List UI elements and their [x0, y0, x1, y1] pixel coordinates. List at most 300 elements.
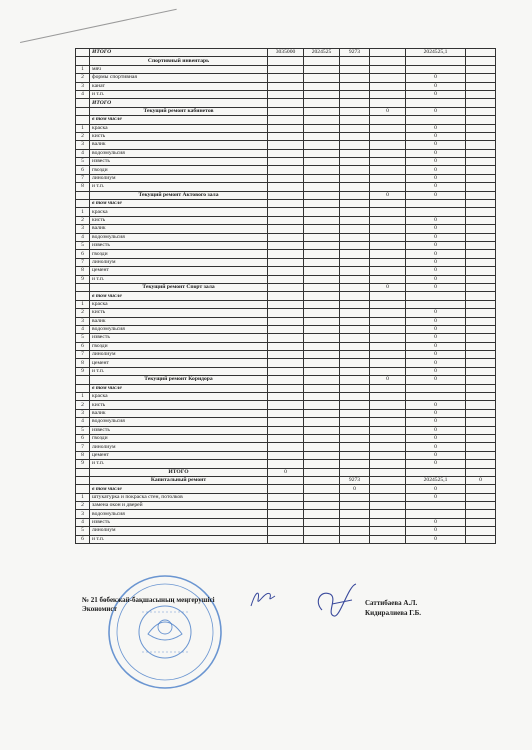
value-cell: 0: [370, 191, 406, 199]
value-cell: [268, 510, 304, 518]
value-cell: [304, 334, 340, 342]
value-cell: [340, 434, 370, 442]
value-cell: 0: [406, 225, 466, 233]
value-cell: [304, 158, 340, 166]
row-number: 1: [76, 65, 90, 73]
row-label: Спортивный инвентарь: [90, 57, 268, 65]
value-cell: [370, 132, 406, 140]
signature-block: [0, 580, 532, 750]
value-cell: [304, 468, 340, 476]
value-cell: [466, 468, 496, 476]
value-cell: [340, 393, 370, 401]
row-number: 7: [76, 174, 90, 182]
org-line-director: № 21 бөбекжай-бақшасының меңгерушісі: [82, 596, 215, 604]
value-cell: [304, 510, 340, 518]
value-cell: [406, 510, 466, 518]
value-cell: [304, 124, 340, 132]
value-cell: [340, 208, 370, 216]
row-label: водоэмульсия: [90, 149, 268, 157]
row-number: 3: [76, 317, 90, 325]
value-cell: [466, 49, 496, 57]
value-cell: 0: [406, 158, 466, 166]
item-row: [76, 216, 496, 224]
row-label: канат: [90, 82, 268, 90]
value-cell: [466, 183, 496, 191]
value-cell: [340, 334, 370, 342]
item-row: [76, 233, 496, 241]
item-row: [76, 359, 496, 367]
value-cell: [340, 65, 370, 73]
value-cell: 0: [406, 367, 466, 375]
item-row: [76, 124, 496, 132]
value-cell: [268, 107, 304, 115]
value-cell: [340, 342, 370, 350]
value-cell: [466, 132, 496, 140]
row-label: Текущий ремонт Спорт зала: [90, 283, 268, 291]
value-cell: [304, 401, 340, 409]
value-cell: [370, 535, 406, 543]
value-cell: [340, 359, 370, 367]
value-cell: [370, 334, 406, 342]
row-label: в том числе: [90, 384, 268, 392]
value-cell: [370, 183, 406, 191]
item-row: [76, 174, 496, 182]
value-cell: [466, 325, 496, 333]
value-cell: 0: [406, 460, 466, 468]
value-cell: [340, 468, 370, 476]
value-cell: [268, 233, 304, 241]
value-cell: [268, 443, 304, 451]
value-cell: [370, 393, 406, 401]
row-number: 7: [76, 258, 90, 266]
total-row: [76, 49, 496, 57]
value-cell: [304, 426, 340, 434]
value-cell: 0: [406, 216, 466, 224]
value-cell: 0: [406, 359, 466, 367]
row-number: 2: [76, 309, 90, 317]
value-cell: [466, 124, 496, 132]
value-cell: [466, 74, 496, 82]
value-cell: 2024525: [304, 49, 340, 57]
item-row: [76, 158, 496, 166]
value-cell: [340, 174, 370, 182]
value-cell: [268, 460, 304, 468]
value-cell: [340, 426, 370, 434]
value-cell: [268, 384, 304, 392]
value-cell: [466, 225, 496, 233]
value-cell: 0: [406, 141, 466, 149]
value-cell: [370, 434, 406, 442]
value-cell: [340, 351, 370, 359]
value-cell: 0: [268, 468, 304, 476]
value-cell: [340, 250, 370, 258]
row-number: 3: [76, 225, 90, 233]
value-cell: [304, 443, 340, 451]
value-cell: [268, 90, 304, 98]
value-cell: [304, 317, 340, 325]
value-cell: [370, 216, 406, 224]
row-label: краска: [90, 393, 268, 401]
row-label: Текущий ремонт Коридора: [90, 376, 268, 384]
value-cell: [304, 258, 340, 266]
row-number: [76, 283, 90, 291]
value-cell: [370, 309, 406, 317]
value-cell: [304, 342, 340, 350]
row-label: формы спортивная: [90, 74, 268, 82]
value-cell: [370, 510, 406, 518]
subtitle-row: [76, 292, 496, 300]
official-stamp: [90, 572, 240, 692]
value-cell: [370, 149, 406, 157]
row-label: валик: [90, 141, 268, 149]
value-cell: 0: [406, 309, 466, 317]
value-cell: [370, 451, 406, 459]
value-cell: [340, 418, 370, 426]
value-cell: [406, 300, 466, 308]
value-cell: [304, 208, 340, 216]
value-cell: [340, 241, 370, 249]
row-number: [76, 485, 90, 493]
row-label: известь: [90, 426, 268, 434]
value-cell: [268, 300, 304, 308]
item-row: [76, 367, 496, 375]
budget-table: [75, 48, 496, 544]
value-cell: [340, 82, 370, 90]
value-cell: [370, 418, 406, 426]
value-cell: [268, 258, 304, 266]
item-row: [76, 267, 496, 275]
value-cell: 0: [406, 434, 466, 442]
value-cell: [268, 82, 304, 90]
row-number: 9: [76, 367, 90, 375]
economist-signature: [312, 580, 362, 622]
row-number: 1: [76, 493, 90, 501]
row-label: цемент: [90, 451, 268, 459]
value-cell: [268, 250, 304, 258]
value-cell: [466, 367, 496, 375]
value-cell: [370, 65, 406, 73]
value-cell: [466, 90, 496, 98]
row-number: 1: [76, 208, 90, 216]
value-cell: [304, 267, 340, 275]
value-cell: [304, 518, 340, 526]
value-cell: [466, 258, 496, 266]
value-cell: [370, 225, 406, 233]
row-label: в том числе: [90, 485, 268, 493]
value-cell: [304, 183, 340, 191]
value-cell: 3035000: [268, 49, 304, 57]
value-cell: [370, 468, 406, 476]
value-cell: [370, 57, 406, 65]
value-cell: [466, 434, 496, 442]
item-row: [76, 309, 496, 317]
row-number: 4: [76, 518, 90, 526]
row-label: известь: [90, 158, 268, 166]
row-number: 1: [76, 300, 90, 308]
value-cell: [340, 300, 370, 308]
value-cell: [406, 502, 466, 510]
row-label: известь: [90, 518, 268, 526]
value-cell: [370, 527, 406, 535]
row-number: [76, 200, 90, 208]
value-cell: 2024525,1: [406, 476, 466, 484]
value-cell: [340, 401, 370, 409]
row-label: и т.п.: [90, 183, 268, 191]
value-cell: [466, 527, 496, 535]
value-cell: [268, 216, 304, 224]
value-cell: 0: [406, 283, 466, 291]
value-cell: [304, 200, 340, 208]
row-label: известь: [90, 334, 268, 342]
value-cell: [370, 275, 406, 283]
value-cell: 0: [406, 124, 466, 132]
value-cell: [268, 309, 304, 317]
value-cell: [268, 535, 304, 543]
item-row: [76, 317, 496, 325]
value-cell: 0: [406, 267, 466, 275]
subtitle-row: [76, 485, 496, 493]
value-cell: [268, 225, 304, 233]
value-cell: [466, 317, 496, 325]
value-cell: [268, 493, 304, 501]
value-cell: [268, 485, 304, 493]
value-cell: 0: [406, 443, 466, 451]
row-label: водоэмульсия: [90, 510, 268, 518]
value-cell: [370, 502, 406, 510]
value-cell: [304, 74, 340, 82]
row-number: 1: [76, 393, 90, 401]
row-number: 5: [76, 527, 90, 535]
row-number: 1: [76, 124, 90, 132]
value-cell: [370, 99, 406, 107]
row-number: 2: [76, 502, 90, 510]
value-cell: [466, 351, 496, 359]
item-row: [76, 250, 496, 258]
value-cell: [304, 418, 340, 426]
row-label: ИТОГО: [90, 99, 268, 107]
value-cell: [466, 216, 496, 224]
row-number: 5: [76, 241, 90, 249]
row-label: известь: [90, 241, 268, 249]
value-cell: 0: [340, 485, 370, 493]
row-number: 9: [76, 460, 90, 468]
value-cell: [370, 384, 406, 392]
value-cell: [466, 191, 496, 199]
value-cell: [304, 493, 340, 501]
value-cell: [466, 57, 496, 65]
value-cell: [466, 300, 496, 308]
row-number: [76, 57, 90, 65]
row-number: [76, 468, 90, 476]
row-label: гвозди: [90, 342, 268, 350]
value-cell: [340, 510, 370, 518]
value-cell: [466, 384, 496, 392]
value-cell: 0: [406, 82, 466, 90]
value-cell: [268, 65, 304, 73]
row-label: валик: [90, 409, 268, 417]
value-cell: 0: [406, 166, 466, 174]
value-cell: [340, 141, 370, 149]
row-label: кисть: [90, 401, 268, 409]
value-cell: [466, 82, 496, 90]
value-cell: [466, 166, 496, 174]
value-cell: [370, 49, 406, 57]
value-cell: 0: [370, 283, 406, 291]
value-cell: [304, 367, 340, 375]
value-cell: [304, 476, 340, 484]
value-cell: [304, 191, 340, 199]
value-cell: [370, 476, 406, 484]
value-cell: [370, 409, 406, 417]
value-cell: [340, 309, 370, 317]
value-cell: [370, 493, 406, 501]
value-cell: [370, 241, 406, 249]
value-cell: 0: [406, 376, 466, 384]
row-number: 5: [76, 426, 90, 434]
item-row: [76, 401, 496, 409]
value-cell: 0: [406, 317, 466, 325]
row-label: цемент: [90, 267, 268, 275]
value-cell: [304, 233, 340, 241]
value-cell: [340, 191, 370, 199]
item-row: [76, 300, 496, 308]
row-label: и т.п.: [90, 460, 268, 468]
value-cell: [268, 267, 304, 275]
section-header-row: [76, 191, 496, 199]
value-cell: [340, 200, 370, 208]
value-cell: [268, 418, 304, 426]
value-cell: [340, 367, 370, 375]
value-cell: [466, 376, 496, 384]
row-number: 7: [76, 443, 90, 451]
value-cell: [304, 116, 340, 124]
value-cell: [268, 434, 304, 442]
value-cell: [370, 208, 406, 216]
value-cell: [340, 376, 370, 384]
value-cell: [304, 535, 340, 543]
value-cell: [268, 367, 304, 375]
value-cell: [340, 267, 370, 275]
row-number: [76, 107, 90, 115]
value-cell: [406, 208, 466, 216]
row-number: [76, 376, 90, 384]
value-cell: [268, 200, 304, 208]
item-row: [76, 502, 496, 510]
value-cell: [370, 317, 406, 325]
value-cell: [268, 158, 304, 166]
item-row: [76, 409, 496, 417]
row-label: Текущий ремонт кабинетов: [90, 107, 268, 115]
signer-economist: Кидиралиева Г.Б.: [365, 609, 422, 617]
row-label: кисть: [90, 216, 268, 224]
value-cell: [370, 200, 406, 208]
value-cell: [370, 485, 406, 493]
item-row: [76, 426, 496, 434]
value-cell: [304, 250, 340, 258]
item-row: [76, 342, 496, 350]
value-cell: [466, 401, 496, 409]
value-cell: [340, 460, 370, 468]
value-cell: [340, 166, 370, 174]
value-cell: 0: [406, 233, 466, 241]
value-cell: [340, 275, 370, 283]
row-label: Текущий ремонт Актового зала: [90, 191, 268, 199]
value-cell: [340, 99, 370, 107]
value-cell: [340, 409, 370, 417]
item-row: [76, 208, 496, 216]
value-cell: 0: [406, 183, 466, 191]
value-cell: [466, 418, 496, 426]
item-row: [76, 334, 496, 342]
value-cell: [466, 107, 496, 115]
value-cell: [304, 451, 340, 459]
value-cell: [370, 292, 406, 300]
value-cell: 0: [406, 401, 466, 409]
value-cell: [268, 174, 304, 182]
value-cell: [268, 393, 304, 401]
value-cell: 0: [370, 376, 406, 384]
value-cell: [370, 359, 406, 367]
row-number: 2: [76, 216, 90, 224]
row-number: 4: [76, 325, 90, 333]
row-number: 6: [76, 250, 90, 258]
value-cell: [304, 149, 340, 157]
row-number: 3: [76, 141, 90, 149]
row-number: 5: [76, 158, 90, 166]
row-label: ИТОГО: [90, 49, 268, 57]
item-row: [76, 183, 496, 191]
row-label: валик: [90, 317, 268, 325]
value-cell: [304, 107, 340, 115]
value-cell: [466, 510, 496, 518]
item-row: [76, 325, 496, 333]
value-cell: [466, 502, 496, 510]
value-cell: [466, 233, 496, 241]
section-header-row: [76, 476, 496, 484]
value-cell: 0: [406, 149, 466, 157]
item-row: [76, 166, 496, 174]
row-label: краска: [90, 208, 268, 216]
value-cell: [370, 460, 406, 468]
row-number: 8: [76, 267, 90, 275]
value-cell: [466, 485, 496, 493]
value-cell: [268, 124, 304, 132]
value-cell: [466, 334, 496, 342]
row-label: водоэмульсия: [90, 233, 268, 241]
value-cell: [304, 241, 340, 249]
value-cell: [268, 74, 304, 82]
value-cell: [304, 216, 340, 224]
director-signature: [248, 586, 278, 612]
value-cell: [340, 57, 370, 65]
value-cell: [406, 393, 466, 401]
value-cell: [370, 367, 406, 375]
row-label: в том числе: [90, 116, 268, 124]
value-cell: [268, 292, 304, 300]
value-cell: [370, 342, 406, 350]
value-cell: [466, 292, 496, 300]
value-cell: [406, 292, 466, 300]
item-row: [76, 527, 496, 535]
item-row: [76, 393, 496, 401]
value-cell: [304, 57, 340, 65]
value-cell: [466, 426, 496, 434]
value-cell: [304, 292, 340, 300]
value-cell: [370, 141, 406, 149]
value-cell: [340, 233, 370, 241]
row-number: 6: [76, 342, 90, 350]
value-cell: [304, 300, 340, 308]
